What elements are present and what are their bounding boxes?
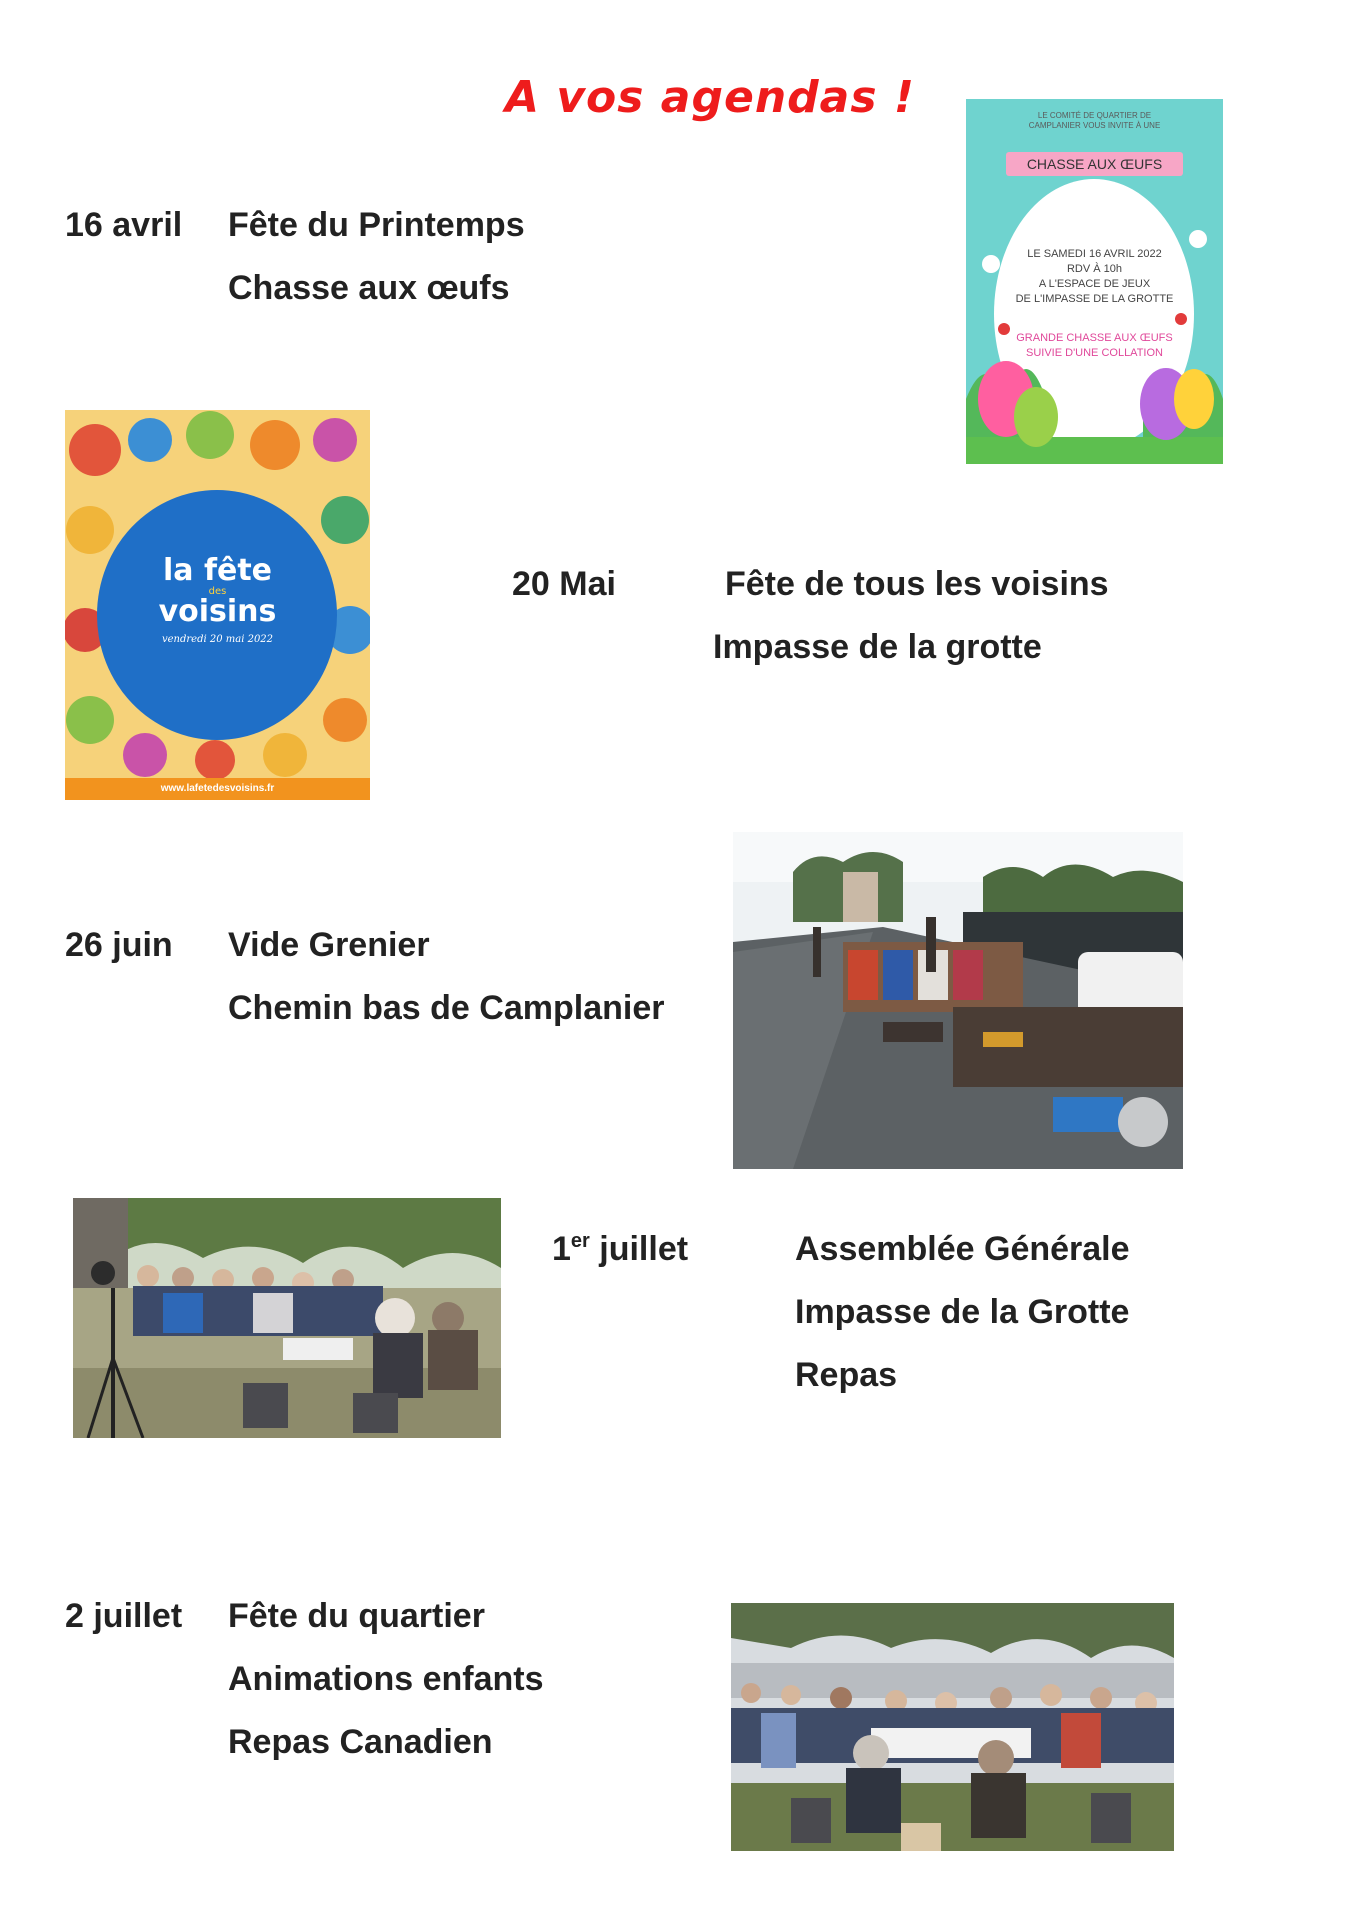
egg-hunt-poster	[966, 99, 1223, 464]
event-line: Fête de tous les voisins	[725, 565, 1109, 603]
poster-footer-line: GRANDE CHASSE AUX ŒUFS	[1016, 332, 1173, 344]
event-line: Impasse de la Grotte	[795, 1293, 1130, 1331]
event-date-number: 1	[552, 1230, 571, 1268]
event-line: Chasse aux œufs	[228, 269, 510, 307]
event-line: Repas	[795, 1356, 898, 1394]
neighbours-party-poster	[65, 410, 370, 800]
event-line: Chemin bas de Camplanier	[228, 989, 665, 1027]
event-line: Repas Canadien	[228, 1723, 493, 1761]
flea-market-photo	[733, 832, 1183, 1169]
poster-header-line: LE COMITÉ DE QUARTIER DE	[1037, 111, 1152, 120]
poster-footer-line: SUIVIE D'UNE COLLATION	[1026, 347, 1163, 359]
poster-logo-small: des	[208, 586, 227, 597]
page-title: A vos agendas !	[505, 72, 915, 123]
event-date: 20 Mai	[512, 565, 616, 603]
event-date-suffix: er	[570, 1230, 590, 1252]
event-line: Fête du quartier	[228, 1597, 485, 1635]
event-line: Assemblée Générale	[795, 1230, 1130, 1268]
event-line: Animations enfants	[228, 1660, 544, 1698]
poster-logo-top: la fête	[162, 553, 273, 588]
poster-header-line: CAMPLANIER VOUS INVITE À UNE	[1028, 121, 1161, 130]
poster-body-line: A L'ESPACE DE JEUX	[1038, 278, 1151, 290]
general-assembly-photo	[73, 1198, 501, 1438]
poster-body-line: DE L'IMPASSE DE LA GROTTE	[1015, 293, 1174, 305]
event-date: 26 juin	[65, 926, 173, 964]
event-line: Vide Grenier	[228, 926, 430, 964]
poster-body-line: RDV À 10h	[1066, 263, 1123, 275]
event-date-month: juillet	[589, 1230, 689, 1268]
event-line: Impasse de la grotte	[713, 628, 1042, 666]
event-date: 2 juillet	[65, 1597, 183, 1635]
poster-logo-bottom: voisins	[158, 594, 277, 629]
event-date: 16 avril	[65, 206, 183, 244]
event-line: Fête du Printemps	[228, 206, 525, 244]
poster-body-line: LE SAMEDI 16 AVRIL 2022	[1027, 248, 1162, 260]
poster-banner: CHASSE AUX ŒUFS	[1026, 156, 1163, 172]
poster-url: www.lafetedesvoisins.fr	[160, 783, 275, 794]
neighbourhood-party-photo	[731, 1603, 1174, 1851]
poster-date: vendredi 20 mai 2022	[161, 634, 274, 645]
event-date	[552, 1229, 688, 1269]
